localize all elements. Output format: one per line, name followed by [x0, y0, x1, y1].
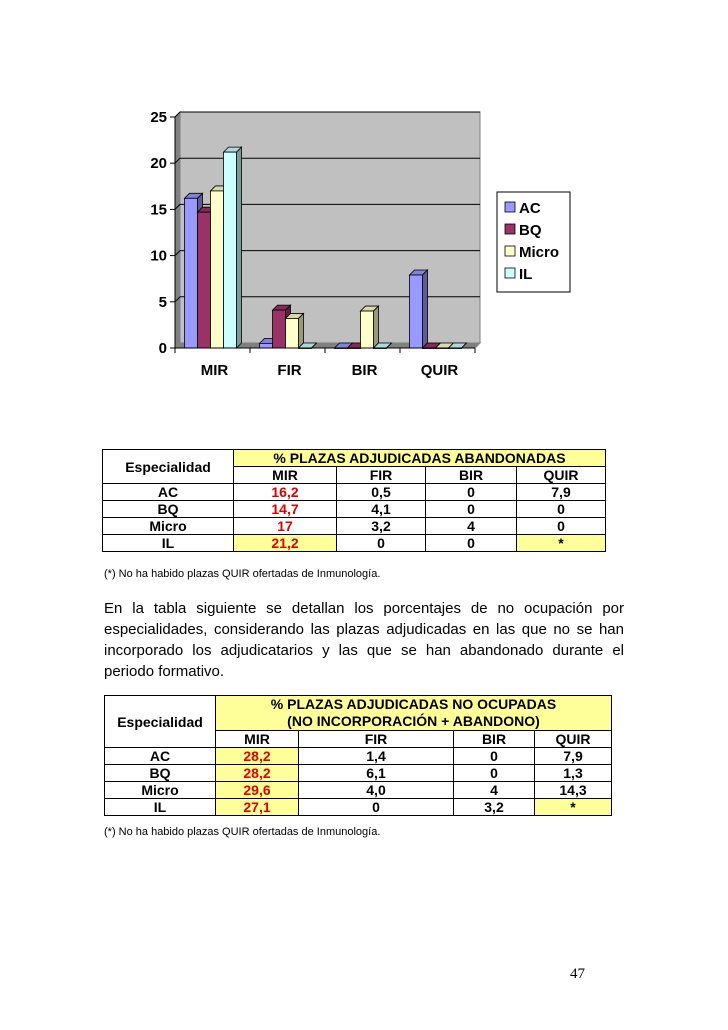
page-number: 47: [570, 966, 585, 982]
x-tick-label: QUIR: [420, 362, 459, 379]
cell: 4,1: [337, 501, 426, 518]
bar-il-mir: [224, 147, 242, 348]
cell: 29,6: [216, 782, 299, 799]
legend-label-il: IL: [519, 266, 533, 283]
table-corner: Especialidad: [105, 696, 216, 748]
bar-micro-fir: [286, 313, 304, 348]
cell: 17: [234, 518, 337, 535]
bar-front: [361, 311, 374, 348]
y-tick-label: 15: [150, 201, 167, 219]
col-header: FIR: [337, 467, 426, 484]
table-row: [103, 501, 606, 518]
table-corner: Especialidad: [103, 450, 234, 484]
x-tick-label: MIR: [200, 362, 229, 379]
col-header: MIR: [234, 467, 337, 484]
y-tick-label: 5: [158, 293, 167, 311]
y-tick-label: 25: [150, 109, 167, 126]
legend-label-bq: BQ: [519, 222, 542, 239]
x-tick-label: FIR: [277, 362, 302, 379]
bar-micro-bir: [361, 306, 379, 348]
bar-front: [224, 152, 237, 348]
cell: 4: [426, 518, 517, 535]
row-label: BQ: [105, 765, 216, 782]
table-row: [105, 765, 612, 782]
table-title: [216, 696, 612, 731]
y-tick-label: 10: [150, 247, 167, 265]
table-row: [103, 518, 606, 535]
cell: 4,0: [299, 782, 454, 799]
bar-front: [410, 275, 423, 348]
x-tick-label: BIR: [351, 362, 378, 379]
legend-swatch-micro: [505, 246, 515, 256]
legend-swatch-ac: [505, 202, 515, 212]
row-label: AC: [103, 484, 234, 501]
cell: 1,4: [299, 748, 454, 765]
table-no-ocupadas: [104, 695, 612, 816]
table-row: [105, 799, 612, 816]
cell: 7,9: [535, 748, 612, 765]
cell: *: [535, 799, 612, 816]
row-label: IL: [105, 799, 216, 816]
legend-label-micro: Micro: [519, 244, 560, 261]
bar-side: [299, 313, 304, 348]
cell: 0: [426, 484, 517, 501]
col-header: FIR: [299, 731, 454, 748]
table-row: [105, 782, 612, 799]
row-label: Micro: [105, 782, 216, 799]
col-header: QUIR: [535, 731, 612, 748]
cell: 21,2: [234, 535, 337, 552]
bar-chart: [0, 0, 728, 400]
legend-swatch-bq: [505, 224, 515, 234]
bar-front: [211, 191, 224, 348]
legend-swatch-il: [505, 268, 515, 278]
cell: 6,1: [299, 765, 454, 782]
cell: *: [517, 535, 606, 552]
cell: 14,7: [234, 501, 337, 518]
table-row: [103, 484, 606, 501]
row-label: AC: [105, 748, 216, 765]
table-title-line: (NO INCORPORACIÓN + ABANDONO): [287, 713, 540, 729]
bar-side: [374, 306, 379, 348]
cell: 0: [517, 501, 606, 518]
table-row: [103, 535, 606, 552]
cell: 7,9: [517, 484, 606, 501]
bar-side: [237, 147, 242, 348]
y-tick-label: 0: [158, 340, 167, 357]
bar-ac-quir: [410, 270, 428, 348]
col-header: BIR: [454, 731, 535, 748]
table-abandonadas: [102, 449, 606, 552]
cell: 0: [454, 748, 535, 765]
cell: 28,2: [216, 765, 299, 782]
bar-front: [286, 318, 299, 348]
body-paragraph: En la tabla siguiente se detallan los porcentajes de no ocupación por especialidades, considerando las plazas adjudicadas en las que no se han incorporado los adjudicatarios y las que se han abandonado durante el periodo formativo.: [104, 600, 624, 680]
cell: 0: [426, 501, 517, 518]
cell: 0: [299, 799, 454, 816]
table-title: % PLAZAS ADJUDICADAS ABANDONADAS: [234, 450, 606, 467]
col-header: MIR: [216, 731, 299, 748]
row-label: Micro: [103, 518, 234, 535]
cell: 16,2: [234, 484, 337, 501]
cell: 1,3: [535, 765, 612, 782]
bar-front: [273, 310, 286, 348]
bar-side: [423, 270, 428, 348]
cell: 27,1: [216, 799, 299, 816]
plot-side-wall: [175, 112, 180, 348]
cell: 0,5: [337, 484, 426, 501]
cell: 4: [454, 782, 535, 799]
row-label: BQ: [103, 501, 234, 518]
cell: 14,3: [535, 782, 612, 799]
cell: 3,2: [337, 518, 426, 535]
row-label: IL: [103, 535, 234, 552]
footnote: (*) No ha habido plazas QUIR ofertadas de Inmunología.: [104, 568, 381, 580]
footnote: (*) No ha habido plazas QUIR ofertadas de Inmunología.: [104, 826, 381, 838]
y-tick-label: 20: [150, 155, 167, 173]
cell: 0: [426, 535, 517, 552]
cell: 0: [454, 765, 535, 782]
cell: 28,2: [216, 748, 299, 765]
cell: 0: [337, 535, 426, 552]
table-row: [105, 748, 612, 765]
cell: 3,2: [454, 799, 535, 816]
col-header: BIR: [426, 467, 517, 484]
col-header: QUIR: [517, 467, 606, 484]
legend-label-ac: AC: [519, 200, 541, 217]
bar-front: [260, 343, 273, 348]
table-title-line: % PLAZAS ADJUDICADAS NO OCUPADAS: [270, 696, 557, 712]
bar-front: [198, 212, 211, 348]
bar-front: [185, 198, 198, 348]
cell: 0: [517, 518, 606, 535]
